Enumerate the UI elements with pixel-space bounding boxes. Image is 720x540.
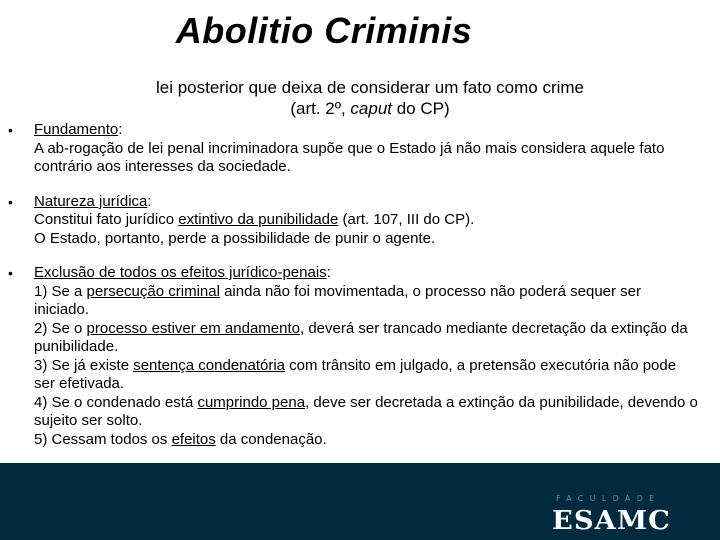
bullet-body	[34, 211, 699, 230]
body-underlined: sentença condenatória	[133, 356, 285, 374]
bullet-item-fundamento	[0, 121, 720, 177]
body-text: , deve ser decretada a extinção da punibilidade, devendo o sujeito ser solto.	[34, 393, 698, 429]
bullet-text	[34, 264, 699, 449]
bullet-item-natureza	[0, 193, 720, 249]
bullet-body: O Estado, portanto, perde a possibilidade de punir o agente.	[34, 229, 436, 247]
slide-subtitle	[40, 77, 700, 119]
point-1	[34, 283, 699, 320]
bullet-heading	[34, 121, 699, 140]
body-underlined: efeitos	[171, 430, 216, 448]
body-text: 5) Cessam todos os	[34, 430, 172, 448]
body-text: da condenação.	[215, 430, 327, 448]
slide-title: Abolitio Criminis	[175, 10, 473, 51]
body-text: , deverá ser trancado mediante decretação da extinção da punibilidade.	[34, 319, 688, 355]
body-text: Constitui fato jurídico	[34, 211, 179, 228]
bullet-list	[0, 121, 720, 465]
body-text: 3) Se já existe	[34, 356, 134, 374]
bullet-text	[34, 121, 699, 177]
brand-subtitle: FACULDADE	[556, 494, 661, 503]
footer-band	[0, 463, 720, 540]
body-underlined: processo estiver em andamento	[86, 319, 300, 337]
bullet-heading	[34, 264, 699, 283]
brand-logo: ESAMC	[552, 506, 671, 536]
point-5	[34, 431, 699, 450]
subtitle-line-1: lei posterior que deixa de considerar um fato como crime	[155, 78, 585, 97]
body-text: (art. 107, III do CP).	[338, 211, 475, 228]
bullet-body: A ab-rogação de lei penal incriminadora supõe que o Estado já não mais considera aquele fato contrário aos interesses da sociedade.	[34, 139, 665, 175]
subtitle-text: (art. 2º,	[290, 99, 351, 118]
bullet-item-exclusao	[0, 264, 720, 449]
bullet-heading	[34, 193, 699, 212]
heading-suffix: :	[147, 192, 152, 210]
body-underlined: persecução criminal	[86, 282, 220, 300]
bullet-icon: •	[8, 193, 13, 210]
subtitle-text: do CP)	[392, 99, 450, 118]
point-3	[34, 357, 699, 394]
body-text: 1) Se a	[34, 282, 87, 300]
heading-suffix: :	[326, 264, 331, 281]
body-text: com trânsito em julgado, a pretensão executória não pode ser efetivada.	[34, 356, 677, 392]
body-text: ainda não foi movimentada, o processo não poderá sequer ser iniciado.	[34, 282, 642, 318]
body-text: 2) Se o	[34, 319, 87, 337]
bullet-text	[34, 193, 699, 249]
subtitle-italic: caput	[350, 99, 392, 118]
bullet-icon: •	[8, 265, 13, 281]
heading-suffix: :	[118, 121, 123, 138]
point-2	[34, 320, 699, 357]
heading-text: Exclusão de todos os efeitos jurídico-penais	[34, 264, 327, 281]
body-underlined: extintivo da punibilidade	[178, 211, 339, 228]
body-underlined: cumprindo pena	[197, 393, 306, 411]
subtitle-line-2	[40, 98, 700, 119]
point-4	[34, 394, 699, 431]
bullet-icon: •	[8, 122, 13, 138]
body-text: 4) Se o condenado está	[34, 393, 198, 411]
heading-text: Fundamento	[34, 121, 119, 138]
heading-text: Natureza jurídica	[34, 192, 148, 210]
